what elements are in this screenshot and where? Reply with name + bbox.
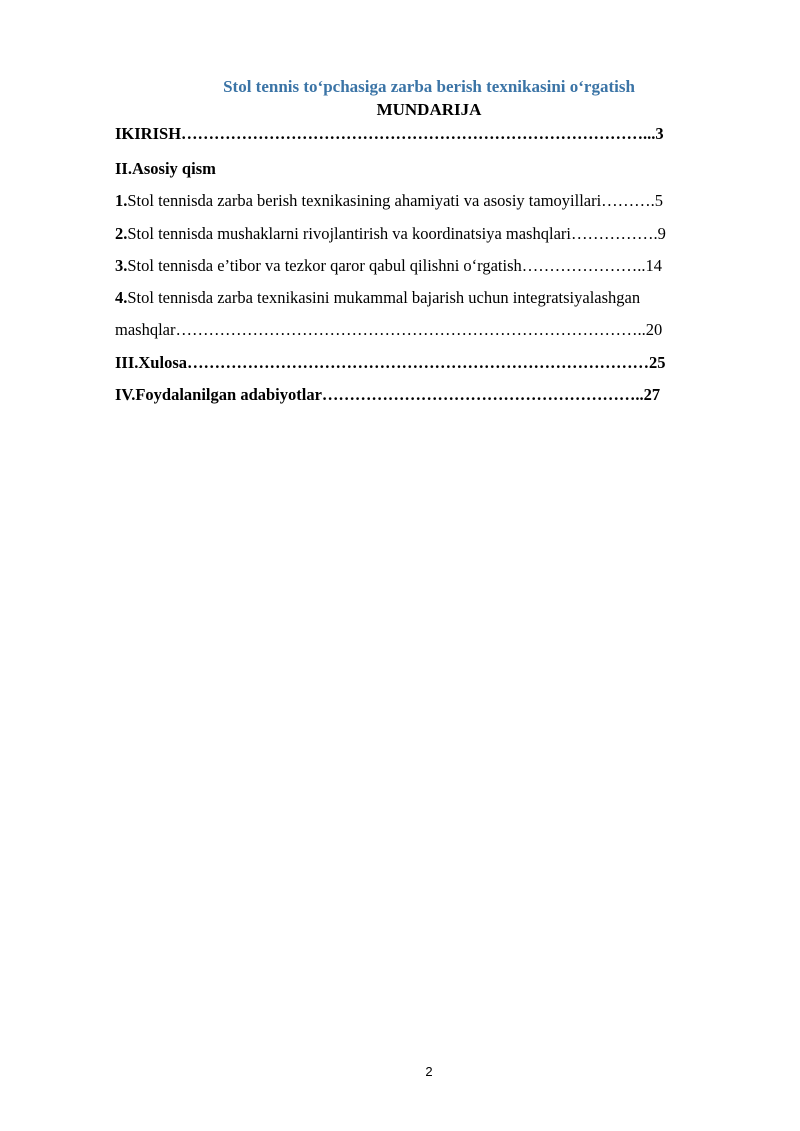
toc-entry-number: 3. (115, 256, 128, 275)
toc-entry-number: 1. (115, 191, 128, 210)
toc-entry-section-4 (115, 287, 640, 309)
toc-entry-section-2 (115, 223, 666, 245)
toc-entry-text: Stol tennisda zarba berish texnikasining ahamiyati va asosiy tamoyillari……….5 (127, 191, 664, 210)
toc-entry-number: 2. (115, 224, 128, 243)
toc-entry-section-3 (115, 255, 662, 277)
page-number: 2 (425, 1064, 433, 1079)
toc-entry-text: Stol tennisda mushaklarni rivojlantirish va koordinatsiya mashqlari…………….9 (127, 224, 666, 243)
document-title: Stol tennis to‘pchasiga zarba berish texnikasini o‘rgatish (223, 77, 635, 96)
toc-entry-references (115, 384, 660, 406)
toc-entry-number: 4. (115, 288, 128, 307)
toc-entry-text: IKIRISH…………………………………………………………………………...3 (115, 124, 664, 143)
toc-entry-section-4-continued (115, 319, 662, 341)
toc-entry-section-1 (115, 190, 663, 212)
toc-entry-text: II.Asosiy qism (115, 159, 216, 178)
toc-heading: MUNDARIJA (376, 100, 482, 119)
toc-entry-text: Stol tennisda e’tibor va tezkor qaror qabul qilishni o‘rgatish…………………..14 (127, 256, 663, 275)
toc-entry-conclusion (115, 352, 666, 374)
toc-entry-text: IV.Foydalanilgan adabiyotlar…………………………………………………..27 (115, 385, 661, 404)
toc-entry-text: III.Xulosa…………………………………………………………………………25 (115, 353, 666, 372)
toc-entry-main-part (115, 158, 216, 180)
toc-entry-text: mashqlar…………………………………………………………………………..20 (115, 320, 663, 339)
toc-entry-introduction (115, 123, 664, 145)
toc-entry-text: Stol tennisda zarba texnikasini mukammal bajarish uchun integratsiyalashgan (127, 288, 641, 307)
